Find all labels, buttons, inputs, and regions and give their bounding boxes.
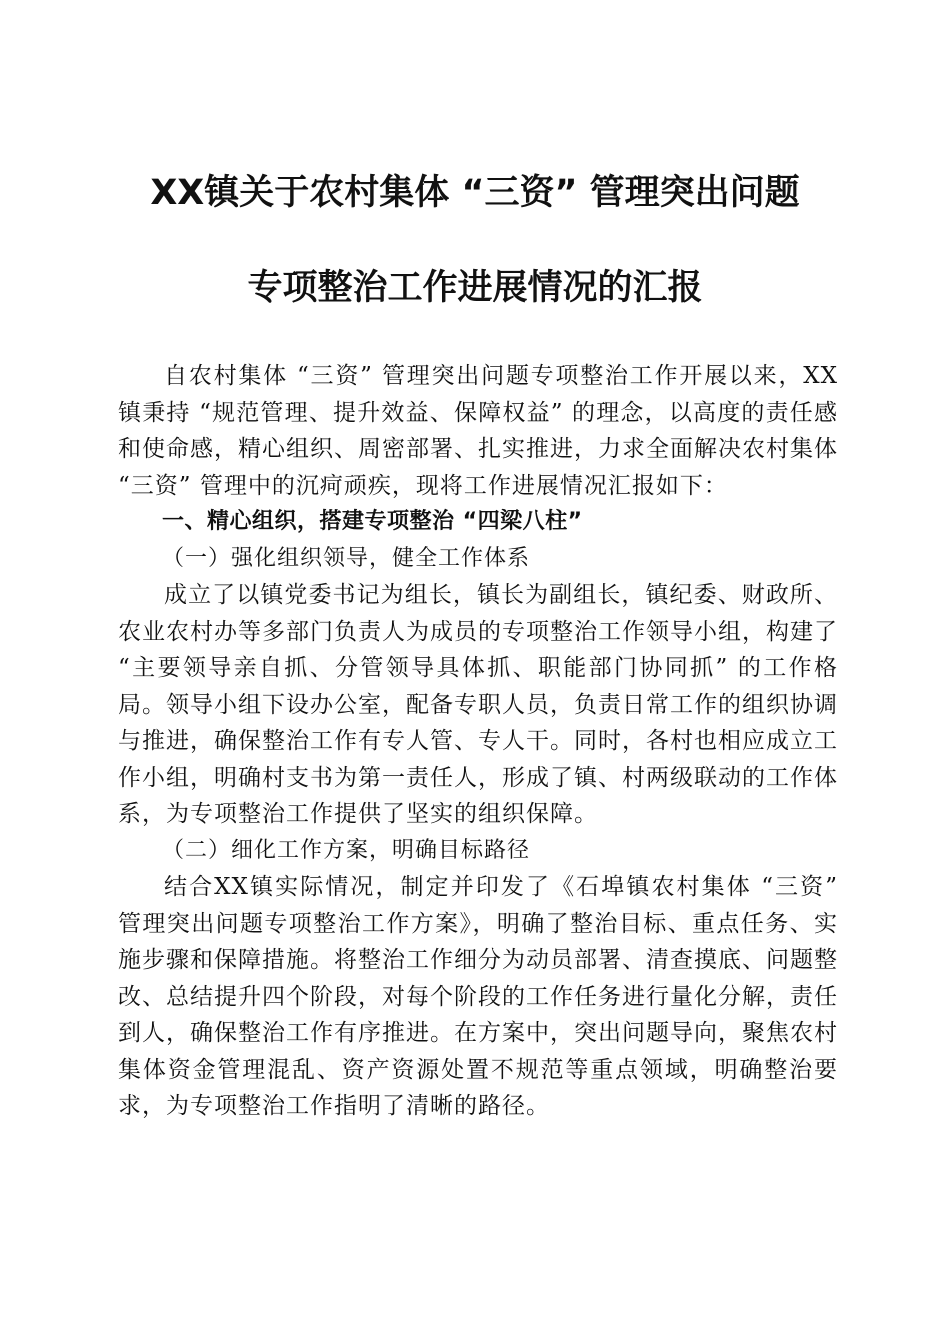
document-title-line-2: 专项整治工作进展情况的汇报	[247, 268, 703, 308]
document-body	[118, 358, 838, 1125]
subsection-1-heading: （一）强化组织领导，健全工作体系	[162, 545, 531, 571]
subsection-2-heading: （二）细化工作方案，明确目标路径	[162, 837, 531, 863]
subsection-2-paragraph: 结合XX镇实际情况，制定并印发了《石埠镇农村集体 “三资” 管理突出问题专项整治工作方案》，明确了整治目标、重点任务、实施步骤和保障措施。将整治工作细分为动员部署、清查摸底、问题整改、总结提升四个阶段，对每个阶段的工作任务进行量化分解，责任到人，确保整治工作有序推进。在方案中，突出问题导向，聚焦农村集体资金管理混乱、资产资源处置不规范等重点领域，明确整治要求，为专项整治工作指明了清晰的路径。	[118, 874, 838, 1119]
intro-paragraph: 自农村集体 “三资” 管理突出问题专项整治工作开展以来，XX镇秉持 “规范管理、提升效益、保障权益” 的理念，以高度的责任感和使命感，精心组织、周密部署、扎实推进，力求全面解决农村集体 “三资” 管理中的沉疴顽疾，现将工作进展情况汇报如下：	[118, 363, 838, 499]
document-title-line-1: XX镇关于农村集体 “三资” 管理突出问题	[150, 173, 800, 213]
section-1-heading: 一、精心组织，搭建专项整治 “四梁八柱”	[162, 509, 583, 534]
subsection-1-paragraph: 成立了以镇党委书记为组长，镇长为副组长，镇纪委、财政所、农业农村办等多部门负责人为成员的专项整治工作领导小组，构建了 “主要领导亲自抓、分管领导具体抓、职能部门协同抓” 的工作格局。领导小组下设办公室，配备专职人员，负责日常工作的组织协调与推进，确保整治工作有专人管、专人干。同时，各村也相应成立工作小组，明确村支书为第一责任人，形成了镇、村两级联动的工作体系，为专项整治工作提供了坚实的组织保障。	[118, 582, 838, 827]
